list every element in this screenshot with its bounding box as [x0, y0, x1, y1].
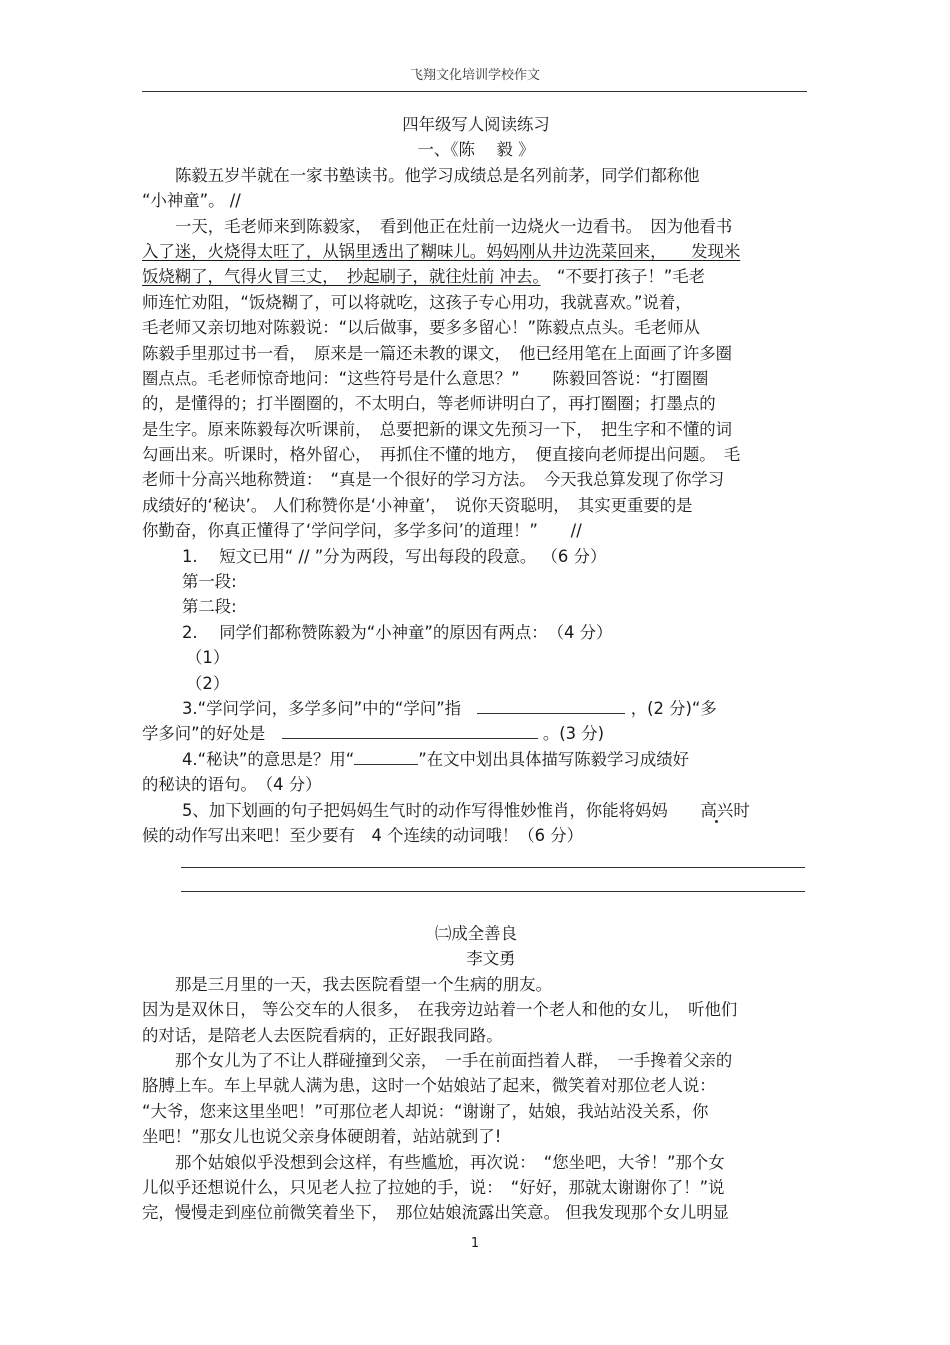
passage1-line: 你勤奋，你真正懂得了‘学问学问，多学多问’的道理！” //	[142, 521, 582, 541]
answer-line[interactable]	[181, 891, 805, 892]
worksheet-title: 四年级写人阅读练习	[402, 115, 550, 134]
passage1-line: 毛老师又亲切地对陈毅说：“以后做事，要多多留心！”陈毅点点头。毛老师从	[142, 318, 700, 338]
passage2-line: 儿似乎还想说什么，只见老人拉了拉她的手，说： “好好，那就太谢谢你了！”说	[142, 1177, 725, 1197]
passage2-line: 那是三月里的一天，我去医院看望一个生病的朋友。	[175, 974, 552, 994]
question-5-cont: 候的动作写出来吧！至少要有 4 个连续的动词哦！（6 分）	[142, 825, 584, 845]
section2-title: ㈡成全善良	[435, 924, 517, 943]
question-3: 3.“学问学问，多学多问”中的“学问”指 ，(2 分)“多	[182, 698, 717, 718]
passage1-line: 是生字。原来陈毅每次听课前， 总要把新的课文先预习一下， 把生字和不懂的词	[142, 419, 733, 439]
answer-blank[interactable]	[477, 697, 625, 714]
question-1: 1. 短文已用“ // ”分为两段，写出每段的段意。 （6 分）	[182, 546, 607, 566]
passage1-line: 师连忙劝阻，“饭烧糊了，可以将就吃，这孩子专心用功，我就喜欢。”说着，	[142, 292, 692, 312]
answer-blank[interactable]	[354, 748, 418, 765]
question-1-part-a: 第一段:	[182, 572, 237, 592]
passage2-line: 完，慢慢走到座位前微笑着坐下， 那位姑娘流露出笑意。 但我发现那个女儿明显	[142, 1203, 730, 1223]
passage1-line: 成绩好的‘秘诀’。 人们称赞你是‘小神童’， 说你天资聪明， 其实更重要的是	[142, 495, 693, 515]
question-4: 4.“秘诀”的意思是？用“ ”在文中划出具体描写陈毅学习成绩好	[182, 749, 689, 769]
underlined-sentence: 饭烧糊了，	[142, 267, 224, 287]
answer-line[interactable]	[181, 867, 805, 868]
question-5: 5、加下划画的句子把妈妈生气时的动作写得惟妙惟肖，你能将妈妈 高兴时	[182, 800, 750, 820]
underlined-sentence: 气得火冒三丈， 抄起刷子，就往灶前 冲去。	[223, 267, 541, 287]
section1-title: 一、《陈 毅 》	[417, 140, 535, 160]
passage2	[142, 921, 810, 1226]
passage1-line: 勾画出来。听课时，格外留心， 再抓住不懂的地方， 便直接向老师提出问题。 毛	[142, 445, 741, 465]
question-2-item-1: （1）	[186, 648, 230, 668]
passage1-line: 陈毅五岁半就在一家书塾读书。他学习成绩总是名列前茅，同学们都称他	[175, 165, 700, 185]
passage1-line: 一天，毛老师来到陈毅家， 看到他正在灶前一边烧火一边看书。 因为他看书	[175, 216, 733, 236]
passage2-line: 的对话，是陪老人去医院看病的，正好跟我同路。	[142, 1025, 503, 1045]
header-divider	[142, 91, 807, 92]
passage1-line: 圈点点。毛老师惊奇地问：“这些符号是什么意思？” 陈毅回答说：“打圈圈	[142, 368, 709, 388]
page-number: 1	[470, 1236, 480, 1251]
passage2-line: 坐吧！”那女儿也说父亲身体硬朗着，站站就到了!	[142, 1127, 502, 1147]
passage2-line: 那个女儿为了不让人群碰撞到父亲， 一手在前面挡着人群， 一手搀着父亲的	[175, 1050, 733, 1070]
question-1-part-b: 第二段:	[182, 597, 237, 617]
passage1-line	[142, 239, 810, 264]
underlined-sentence: 入了迷，火烧得太旺了，从锅里透出了糊味儿。妈妈刚从井边洗菜回来， 发现米	[142, 241, 741, 261]
passage1-line: “小神童”。 //	[142, 191, 241, 211]
document-body	[142, 112, 810, 848]
question-4-cont: 的秘诀的语句。 （4 分）	[142, 775, 322, 795]
passage1-line: 饭烧糊了，气得火冒三丈， 抄起刷子，就往灶前 冲去。 “不要打孩子！”毛老	[142, 267, 706, 287]
answer-blank[interactable]	[282, 722, 538, 739]
question-3-cont: 学多问”的好处是 。(3 分)	[142, 724, 605, 744]
passage2-line: 因为是双休日， 等公交车的人很多， 在我旁边站着一个老人和他的女儿， 听他们	[142, 1000, 738, 1020]
passage1-line: 老师十分高兴地称赞道： “真是一个很好的学习方法。 今天我总算发现了你学习	[142, 470, 725, 490]
passage1-line: 的，是懂得的；打半圈圈的，不太明白，等老师讲明白了，再打圈圈；打墨点的	[142, 394, 716, 414]
passage2-line: “大爷，您来这里坐吧！”可那位老人却说：“谢谢了，姑娘，我站站没关系，你	[142, 1101, 709, 1121]
passage2-line: 胳膊上车。车上早就人满为患，这时一个姑娘站了起来，微笑着对那位老人说：	[142, 1076, 716, 1096]
question-2: 2. 同学们都称赞陈毅为“小神童”的原因有两点： （4 分）	[182, 622, 613, 642]
page-header: 飞翔文化培训学校作文	[409, 68, 540, 83]
passage1-line: 陈毅手里那过书一看， 原来是一篇还未教的课文， 他已经用笔在上面画了许多圈	[142, 343, 733, 363]
passage2-line: 那个姑娘似乎没想到会这样，有些尴尬，再次说： “您坐吧，大爷！”那个女	[175, 1152, 725, 1172]
question-2-item-2: （2）	[186, 673, 230, 693]
dotted-word: 高兴	[700, 800, 734, 820]
section2-author: 李文勇	[466, 949, 516, 969]
